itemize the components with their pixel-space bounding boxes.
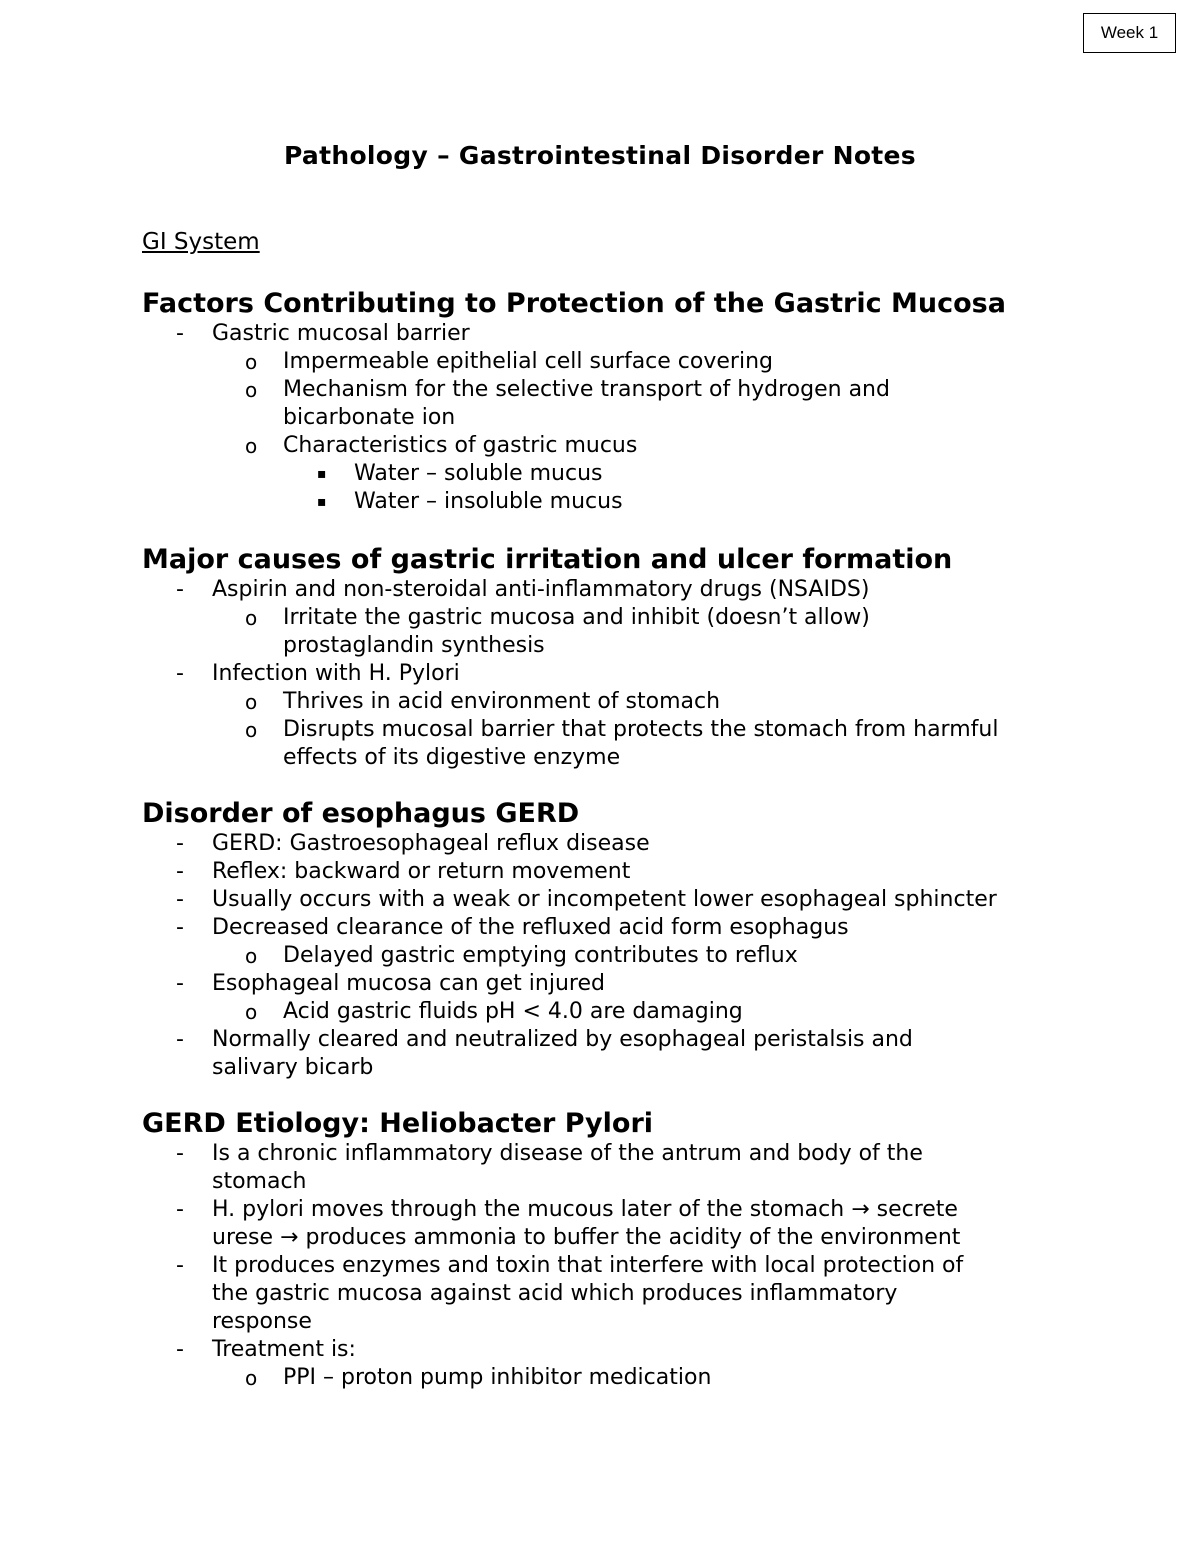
bullet-marker: - (176, 1141, 184, 1166)
bullet-marker: - (176, 887, 184, 912)
bullet-marker: o (245, 434, 258, 458)
list-item-line: GERD: Gastroesophageal reflux disease (212, 831, 650, 856)
list-item (142, 688, 1102, 716)
list-item (142, 858, 1102, 886)
list-item (142, 660, 1102, 688)
list-item-line: Aspirin and non-steroidal anti-inflammatory drugs (NSAIDS) (212, 577, 870, 602)
bullet-marker: - (176, 1337, 184, 1362)
list-item-line: urese → produces ammonia to buffer the acidity of the environment (212, 1225, 961, 1250)
list-item-line: effects of its digestive enzyme (283, 745, 621, 770)
week-label-box (1083, 13, 1176, 53)
bullet-marker: o (245, 718, 258, 742)
list-item (142, 604, 1102, 660)
page-title: Pathology – Gastrointestinal Disorder Notes (283, 141, 916, 170)
list-item (142, 970, 1102, 998)
bullet-marker: - (176, 971, 184, 996)
list-item-line: Disrupts mucosal barrier that protects the stomach from harmful (283, 717, 999, 742)
list-item-line: response (212, 1309, 312, 1334)
bullet-marker: ▪ (317, 494, 327, 510)
section-subtitle: GI System (142, 229, 260, 255)
list-item (142, 1364, 1102, 1392)
week-label: Week 1 (1100, 23, 1159, 42)
bullet-marker: o (245, 350, 258, 374)
list-item (142, 320, 1102, 348)
section-gastric-irritation-causes (142, 544, 1102, 772)
bullet-marker: - (176, 661, 184, 686)
list-item-line: Decreased clearance of the refluxed acid form esophagus (212, 915, 849, 940)
bullet-marker: o (245, 378, 258, 402)
bullet-marker: - (176, 1197, 184, 1222)
list-item-line: Water – insoluble mucus (354, 489, 623, 514)
list-item (142, 432, 1102, 460)
list-item (142, 1336, 1102, 1364)
bullet-marker: o (245, 690, 258, 714)
list-item-line: prostaglandin synthesis (283, 633, 545, 658)
list-item (142, 348, 1102, 376)
bullet-marker: - (176, 859, 184, 884)
list-item (142, 942, 1102, 970)
list-item-line: salivary bicarb (212, 1055, 374, 1080)
list-item-line: Acid gastric fluids pH < 4.0 are damaging (283, 999, 743, 1024)
list-item-line: stomach (212, 1169, 307, 1194)
bullet-marker: o (245, 606, 258, 630)
list-item-line: Gastric mucosal barrier (212, 321, 470, 346)
section-heading: Major causes of gastric irritation and ulcer formation (142, 544, 953, 575)
list-item (142, 460, 1102, 488)
bullet-marker: - (176, 321, 184, 346)
section-gastric-mucosa-protection (142, 288, 1102, 516)
list-item-line: Irritate the gastric mucosa and inhibit (doesn’t allow) (283, 605, 870, 630)
list-item-line: Characteristics of gastric mucus (283, 433, 638, 458)
list-item-line: H. pylori moves through the mucous later of the stomach → secrete (212, 1197, 958, 1222)
list-item (142, 886, 1102, 914)
list-item-line: Thrives in acid environment of stomach (283, 689, 721, 714)
list-item-line: PPI – proton pump inhibitor medication (283, 1365, 712, 1390)
list-item-line: the gastric mucosa against acid which produces inflammatory (212, 1281, 898, 1306)
list-item-line: bicarbonate ion (283, 405, 456, 430)
bullet-marker: o (245, 1366, 258, 1390)
list-item-line: Normally cleared and neutralized by esophageal peristalsis and (212, 1027, 913, 1052)
bullet-marker: - (176, 1027, 184, 1052)
list-item (142, 914, 1102, 942)
bullet-marker: - (176, 577, 184, 602)
bullet-marker: o (245, 944, 258, 968)
bullet-marker: o (245, 1000, 258, 1024)
section-gerd-etiology (142, 1108, 1102, 1392)
list-item (142, 1026, 1102, 1082)
list-item (142, 998, 1102, 1026)
bullet-marker: ▪ (317, 466, 327, 482)
list-item-line: It produces enzymes and toxin that interfere with local protection of (212, 1253, 964, 1278)
bullet-marker: - (176, 915, 184, 940)
section-heading: GERD Etiology: Heliobacter Pylori (142, 1108, 654, 1139)
section-heading: Disorder of esophagus GERD (142, 798, 580, 829)
list-item (142, 716, 1102, 772)
list-item-line: Usually occurs with a weak or incompetent lower esophageal sphincter (212, 887, 997, 912)
list-item (142, 488, 1102, 516)
section-esophagus-gerd (142, 798, 1102, 1082)
list-item-line: Reflex: backward or return movement (212, 859, 631, 884)
bullet-marker: - (176, 831, 184, 856)
bullet-marker: - (176, 1253, 184, 1278)
list-item (142, 830, 1102, 858)
list-item-line: Delayed gastric emptying contributes to reflux (283, 943, 798, 968)
list-item-line: Mechanism for the selective transport of hydrogen and (283, 377, 890, 402)
list-item (142, 1140, 1102, 1196)
list-item-line: Water – soluble mucus (354, 461, 603, 486)
list-item-line: Treatment is: (212, 1337, 356, 1362)
list-item (142, 576, 1102, 604)
section-heading: Factors Contributing to Protection of the Gastric Mucosa (142, 288, 1006, 319)
list-item-line: Infection with H. Pylori (212, 661, 460, 686)
list-item-line: Esophageal mucosa can get injured (212, 971, 605, 996)
list-item (142, 1196, 1102, 1252)
list-item (142, 1252, 1102, 1336)
list-item-line: Is a chronic inflammatory disease of the antrum and body of the (212, 1141, 923, 1166)
list-item-line: Impermeable epithelial cell surface covering (283, 349, 773, 374)
list-item (142, 376, 1102, 432)
